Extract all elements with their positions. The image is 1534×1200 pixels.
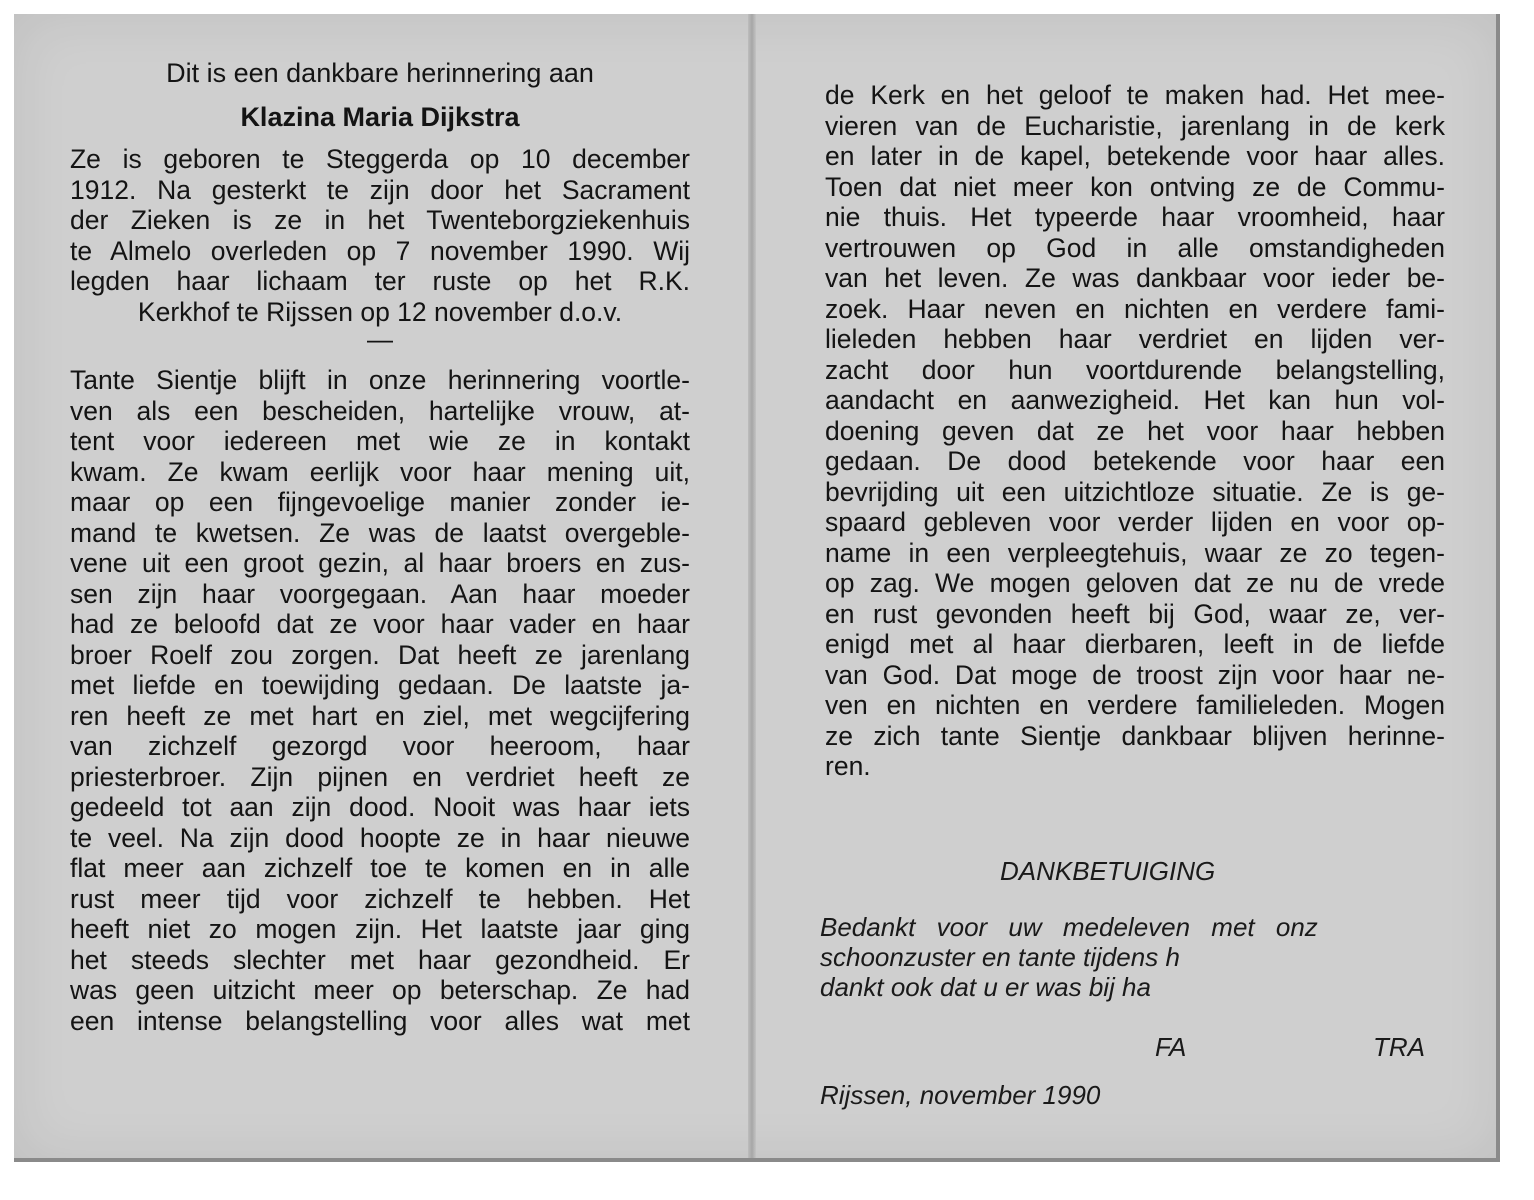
body-line: had ze beloofd dat ze voor haar vader en haar (70, 609, 690, 639)
bio-line: 1912. Na gesterkt te zijn door het Sacrament (70, 174, 690, 205)
body-line: aandacht en aanwezigheid. Het kan hun vol- (825, 385, 1445, 415)
signature-start: FA (1155, 1032, 1187, 1062)
body-line: heeft niet zo mogen zijn. Het laatste jaar ging (70, 914, 690, 944)
body-line: vertrouwen op God in alle omstandigheden (825, 232, 1445, 263)
body-line: de Kerk en het geloof te maken had. Het mee- (825, 80, 1445, 110)
body-line: gedeeld tot aan zijn dood. Nooit was haar iets (70, 792, 690, 822)
body-line: spaard gebleven voor verder lijden en voor op- (825, 507, 1445, 537)
thanks-line: dankt ook dat u er was bij ha (820, 972, 1151, 1002)
body-line: kwam. Ze kwam eerlijk voor haar mening uit, (70, 456, 690, 487)
body-line: ren heeft ze met hart en ziel, met wegcijfering (70, 700, 690, 731)
intro-text: Dit is een dankbare herinnering aan (166, 58, 594, 88)
body-line: bevrijding uit een uitzichtloze situatie. Ze is ge- (825, 476, 1445, 507)
card-edge-right (1496, 14, 1500, 1162)
body-line: priesterbroer. Zijn pijnen en verdriet heeft ze (70, 761, 690, 792)
body-line: en rust gevonden heeft bij God, waar ze, ver- (825, 598, 1445, 629)
body-line: van zichzelf gezorgd voor heeroom, haar (70, 731, 690, 761)
body-line: flat meer aan zichzelf toe te komen en in alle (70, 853, 690, 883)
family-signature (1155, 1032, 1425, 1063)
body-line: het steeds slechter met haar gezondheid. Er (70, 944, 690, 975)
body-line: mand te kwetsen. Ze was de laatst overgeble- (70, 517, 690, 548)
bio-line: te Almelo overleden op 7 november 1990. Wij (70, 235, 690, 266)
separator-dash: — (367, 324, 393, 354)
body-line: enigd met al haar dierbaren, leeft in de liefde (825, 629, 1445, 659)
body-line: op zag. We mogen geloven dat ze nu de vrede (825, 568, 1445, 598)
body-line: maar op een fijngevoelige manier zonder ie- (70, 487, 690, 517)
right-page (825, 80, 1445, 782)
body-line: tent voor iedereen met wie ze in kontakt (70, 426, 690, 456)
body-line: was geen uitzicht meer op beterschap. Ze had (70, 975, 690, 1005)
body-line: broer Roelf zou zorgen. Dat heeft ze jarenlang (70, 639, 690, 670)
body-line: zacht door hun voortdurende belangstelling, (825, 354, 1445, 385)
body-line: vieren van de Eucharistie, jarenlang in de kerk (825, 110, 1445, 141)
body-line: en later in de kapel, betekende voor haar alles. (825, 141, 1445, 171)
body-line: van het leven. Ze was dankbaar voor ieder be- (825, 263, 1445, 293)
bio-line: legden haar lichaam ter ruste op het R.K. (70, 266, 690, 296)
body-line: nie thuis. Het typeerde haar vroomheid, haar (825, 202, 1445, 232)
thanks-line: Bedankt voor uw medeleven met onz (820, 912, 1318, 942)
bio-paragraph (70, 144, 690, 327)
left-page (70, 56, 690, 1036)
body-line: zoek. Haar neven en nichten en verdere fami- (825, 293, 1445, 324)
body-line: te veel. Na zijn dood hoopte ze in haar nieuwe (70, 822, 690, 853)
deceased-name: Klazina Maria Dijkstra (240, 102, 520, 132)
body-line: een intense belangstelling voor alles wat met (70, 1005, 690, 1036)
body-line: vene uit een groot gezin, al haar broers en zus- (70, 548, 690, 578)
bio-line: Ze is geboren te Steggerda op 10 december (70, 144, 690, 174)
body-line: met liefde en toewijding gedaan. De laatste ja- (70, 670, 690, 700)
body-line: name in een verpleegtehuis, waar ze zo tegen- (825, 537, 1445, 568)
body-line: Tante Sientje blijft in onze herinnering voortle- (70, 365, 690, 395)
signature-end: TRA (1373, 1032, 1425, 1062)
body-line: lieleden hebben haar verdriet en lijden ver- (825, 324, 1445, 354)
right-body-paragraph (825, 80, 1445, 782)
body-line: ze zich tante Sientje dankbaar blijven herinne- (825, 720, 1445, 751)
card-edge-bottom (14, 1158, 1500, 1162)
body-line: ren. (825, 751, 871, 781)
body-line: ven als een bescheiden, hartelijke vrouw, at- (70, 395, 690, 426)
body-line: van God. Dat moge de troost zijn voor haar ne- (825, 659, 1445, 690)
thanks-line: schoonzuster en tante tijdens h (820, 942, 1180, 972)
body-line: doening geven dat ze het voor haar hebben (825, 415, 1445, 446)
bio-line: Kerkhof te Rijssen op 12 november d.o.v. (137, 296, 623, 327)
body-line: gedaan. De dood betekende voor haar een (825, 446, 1445, 476)
body-line: rust meer tijd voor zichzelf te hebben. Het (70, 883, 690, 914)
place-and-date: Rijssen, november 1990 (820, 1080, 1101, 1110)
thanks-heading: DANKBETUIGING (1000, 856, 1216, 886)
bio-line: der Zieken is ze in het Twenteborgziekenhuis (70, 205, 690, 235)
thanks-paragraph (820, 912, 1430, 1002)
left-body-paragraph (70, 365, 690, 1036)
body-line: sen zijn haar voorgegaan. Aan haar moeder (70, 578, 690, 609)
card-fold (748, 14, 756, 1162)
body-line: Toen dat niet meer kon ontving ze de Commu- (825, 171, 1445, 202)
body-line: ven en nichten en verdere familieleden. Mogen (825, 690, 1445, 720)
